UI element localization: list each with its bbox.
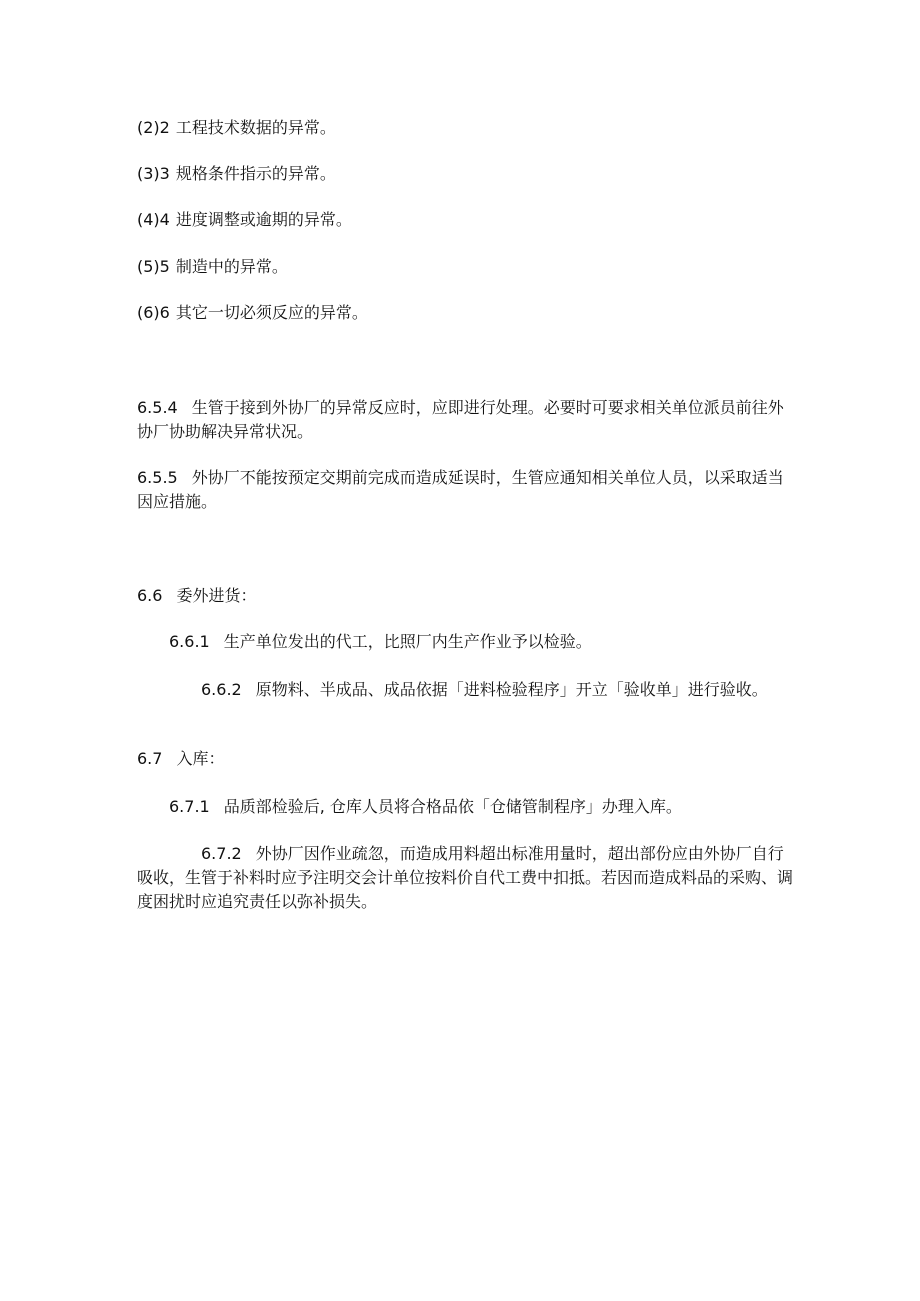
section-number: 6.5.4 xyxy=(137,398,178,417)
section-6-6-heading xyxy=(137,584,797,608)
list-item-number: (2)2 xyxy=(137,118,170,137)
section-6-5-5 xyxy=(137,466,797,514)
section-number: 6.5.5 xyxy=(137,468,178,487)
list-item-text: 其它一切必须反应的异常。 xyxy=(175,303,368,322)
list-item xyxy=(137,301,797,325)
list-item xyxy=(137,208,797,232)
section-6-7-2 xyxy=(137,842,797,914)
section-6-7-heading xyxy=(137,747,797,771)
section-6-6-1 xyxy=(169,630,797,654)
section-6-7-1 xyxy=(169,795,797,819)
section-number: 6.7 xyxy=(137,749,163,768)
section-number: 6.6.2 xyxy=(201,680,242,699)
section-6-5-4 xyxy=(137,396,797,444)
section-text: 委外进货： xyxy=(176,586,257,605)
section-number: 6.7.2 xyxy=(201,844,242,863)
section-number: 6.6 xyxy=(137,586,163,605)
list-item xyxy=(137,255,797,279)
section-text: 外协厂不能按预定交期前完成而造成延误时，生管应通知相关单位人员，以采取适当因应措施。 xyxy=(137,468,784,511)
section-number: 6.6.1 xyxy=(169,632,210,651)
list-item-text: 规格条件指示的异常。 xyxy=(175,164,336,183)
list-item-text: 工程技术数据的异常。 xyxy=(175,118,336,137)
section-text: 生产单位发出的代工，比照厂内生产作业予以检验。 xyxy=(223,632,592,651)
section-6-6-2 xyxy=(137,678,797,702)
list-item xyxy=(137,116,797,140)
section-number: 6.7.1 xyxy=(169,797,210,816)
list-item-number: (4)4 xyxy=(137,210,170,229)
section-text: 入库： xyxy=(176,749,225,768)
list-item-number: (6)6 xyxy=(137,303,170,322)
section-text: 外协厂因作业疏忽，而造成用料超出标准用量时，超出部份应由外协厂自行吸收，生管于补料时应予注明交会计单位按料价自代工费中扣抵。若因而造成料品的采购、调度困扰时应追究责任以弥补损失。 xyxy=(137,844,794,911)
list-item xyxy=(137,162,797,186)
list-item-number: (3)3 xyxy=(137,164,170,183)
list-item-text: 进度调整或逾期的异常。 xyxy=(175,210,352,229)
section-text: 生管于接到外协厂的异常反应时，应即进行处理。必要时可要求相关单位派员前往外协厂协助解决异常状况。 xyxy=(137,398,784,441)
list-item-number: (5)5 xyxy=(137,257,170,276)
list-item-text: 制造中的异常。 xyxy=(175,257,288,276)
section-text: 品质部检验后, 仓库人员将合格品依「仓储管制程序」办理入库。 xyxy=(223,797,682,816)
section-text: 原物料、半成品、成品依据「进料检验程序」开立「验收单」进行验收。 xyxy=(255,680,768,699)
